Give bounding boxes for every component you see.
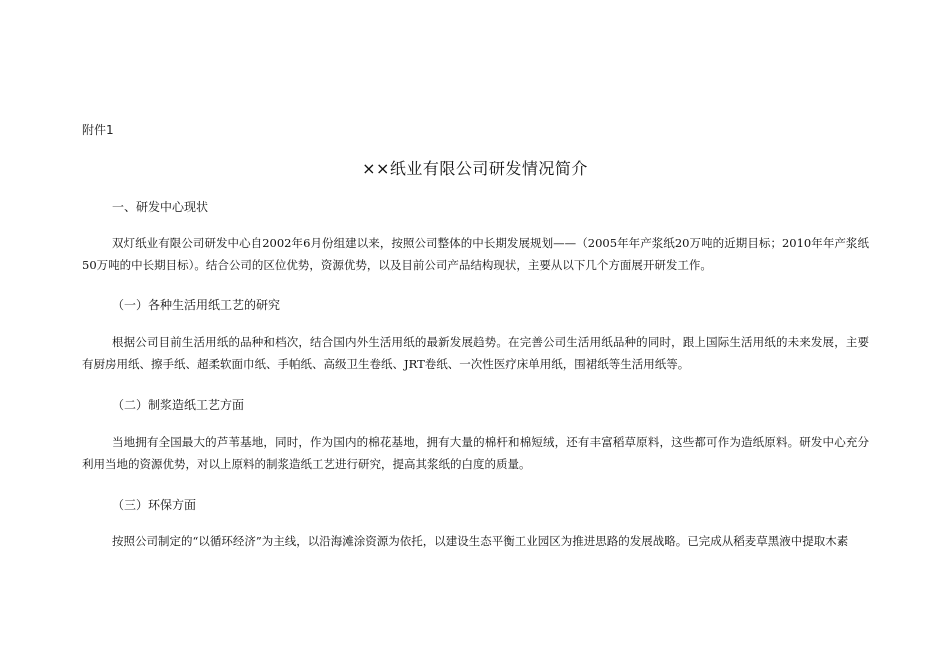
attachment-label: 附件1 — [82, 123, 114, 137]
section-heading-3: （二）制浆造纸工艺方面 — [112, 398, 245, 412]
section-heading-1: 一、研发中心现状 — [112, 200, 209, 214]
section-heading-2: （一）各种生活用纸工艺的研究 — [112, 298, 281, 312]
section-paragraph-3: 当地拥有全国最大的芦苇基地，同时，作为国内的棉花基地，拥有大量的棉杆和棉短绒，还有丰富稻草原料，这些都可作为造纸原料。研发中心充分利用当地的资源优势，对以上原料的制浆造纸工艺进行研究，提高其浆纸的白度的质量。 — [82, 435, 869, 471]
section-heading-4: （三）环保方面 — [112, 498, 197, 512]
section-paragraph-4: 按照公司制定的“以循环经济”为主线，以沿海滩涂资源为依托，以建设生态平衡工业园区为推进思路的发展战略。已完成从稻麦草黑液中提取木素 — [112, 534, 849, 548]
section-paragraph-1: 双灯纸业有限公司研发中心自2002年6月份组建以来，按照公司整体的中长期发展规划——（2005年年产浆纸20万吨的近期目标；2010年年产浆纸50万吨的中长期目标）。结合公司的区位优势，资源优势，以及目前公司产品结构现状，主要从以下几个方面展开研发工作。 — [82, 236, 869, 272]
section-paragraph-2: 根据公司目前生活用纸的品种和档次，结合国内外生活用纸的最新发展趋势。在完善公司生活用纸品种的同时，跟上国际生活用纸的未来发展，主要有厨房用纸、擦手纸、超柔软面巾纸、手帕纸、高级卫生卷纸、JRT卷纸、一次性医疗床单用纸，围裙纸等生活用纸等。 — [82, 335, 869, 371]
document-title: ××纸业有限公司研发情况简介 — [362, 159, 588, 178]
